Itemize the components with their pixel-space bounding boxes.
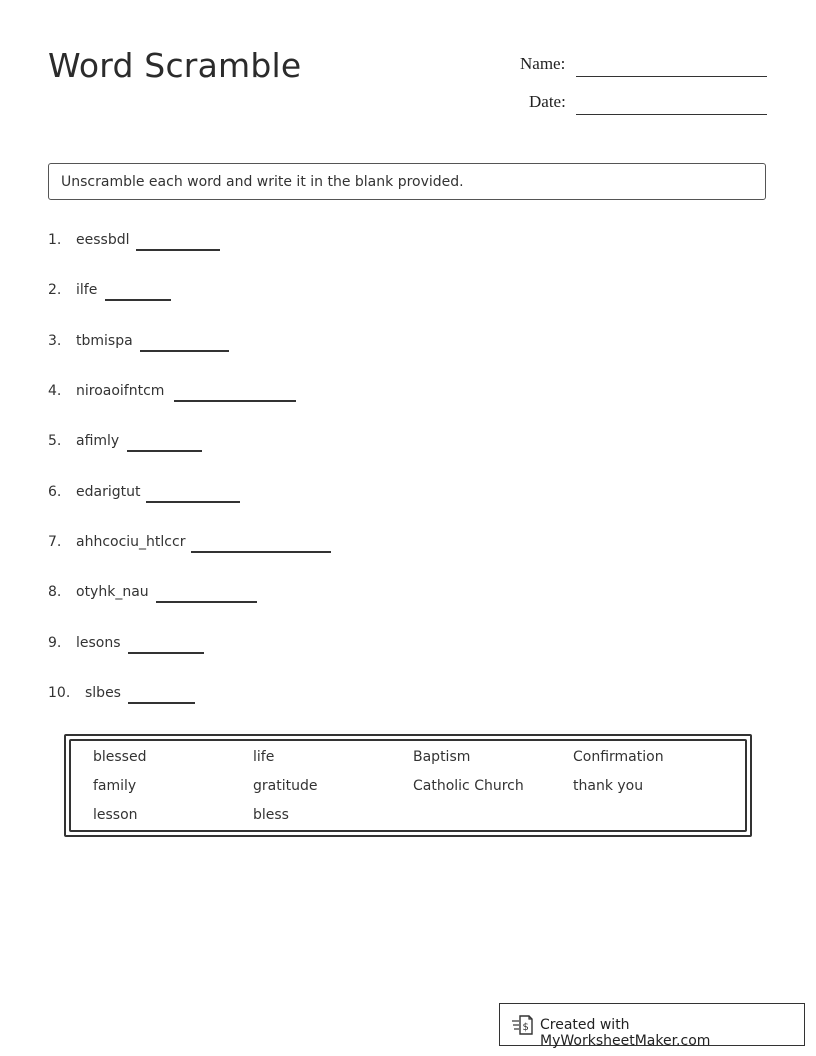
item-number: 7. [48,534,62,550]
answer-blank[interactable] [140,350,229,352]
item-number: 9. [48,635,62,651]
word-bank-item: lesson [93,807,138,823]
answer-blank[interactable] [127,450,202,452]
item-number: 1. [48,232,62,248]
scrambled-word: afimly [76,433,120,449]
scrambled-word: edarigtut [76,484,141,500]
item-number: 6. [48,484,62,500]
worksheet-maker-logo-icon [512,1015,534,1035]
word-bank-item: Catholic Church [413,778,524,794]
word-bank-item: life [253,749,275,765]
page-title: Word Scramble [48,46,302,85]
scrambled-word: otyhk_nau [76,584,149,600]
word-bank-item: Confirmation [573,749,664,765]
word-bank-item: thank you [573,778,644,794]
item-number: 3. [48,333,62,349]
scrambled-word: ahhcociu_htlccr [76,534,186,550]
answer-blank[interactable] [191,551,331,553]
svg-text:$: $ [522,1022,529,1033]
scrambled-word: lesons [76,635,121,651]
item-number: 10. [48,685,71,701]
scrambled-word: ilfe [76,282,98,298]
answer-blank[interactable] [136,249,220,251]
word-bank-item: family [93,778,137,794]
scrambled-word: eessbdl [76,232,130,248]
word-bank [64,734,752,837]
footer-credit [499,1003,805,1049]
answer-blank[interactable] [105,299,171,301]
name-field[interactable] [576,76,767,77]
footer-text[interactable]: Created with MyWorksheetMaker.com [540,1017,711,1049]
instructions-box: Unscramble each word and write it in the blank provided. [48,163,766,200]
answer-blank[interactable] [174,400,296,402]
answer-blank[interactable] [146,501,240,503]
item-number: 2. [48,282,62,298]
answer-blank[interactable] [128,652,204,654]
answer-blank[interactable] [156,601,257,603]
scrambled-word: tbmispa [76,333,133,349]
word-bank-item: blessed [93,749,147,765]
answer-blank[interactable] [128,702,195,704]
scrambled-word: slbes [85,685,121,701]
word-bank-item: bless [253,807,289,823]
date-label: Date: [529,92,566,111]
item-number: 8. [48,584,62,600]
word-bank-item: Baptism [413,749,471,765]
date-field[interactable] [576,114,767,115]
name-label: Name: [520,54,566,73]
item-number: 5. [48,433,62,449]
item-number: 4. [48,383,62,399]
word-bank-item: gratitude [253,778,318,794]
scrambled-word: niroaoifntcm [76,383,165,399]
